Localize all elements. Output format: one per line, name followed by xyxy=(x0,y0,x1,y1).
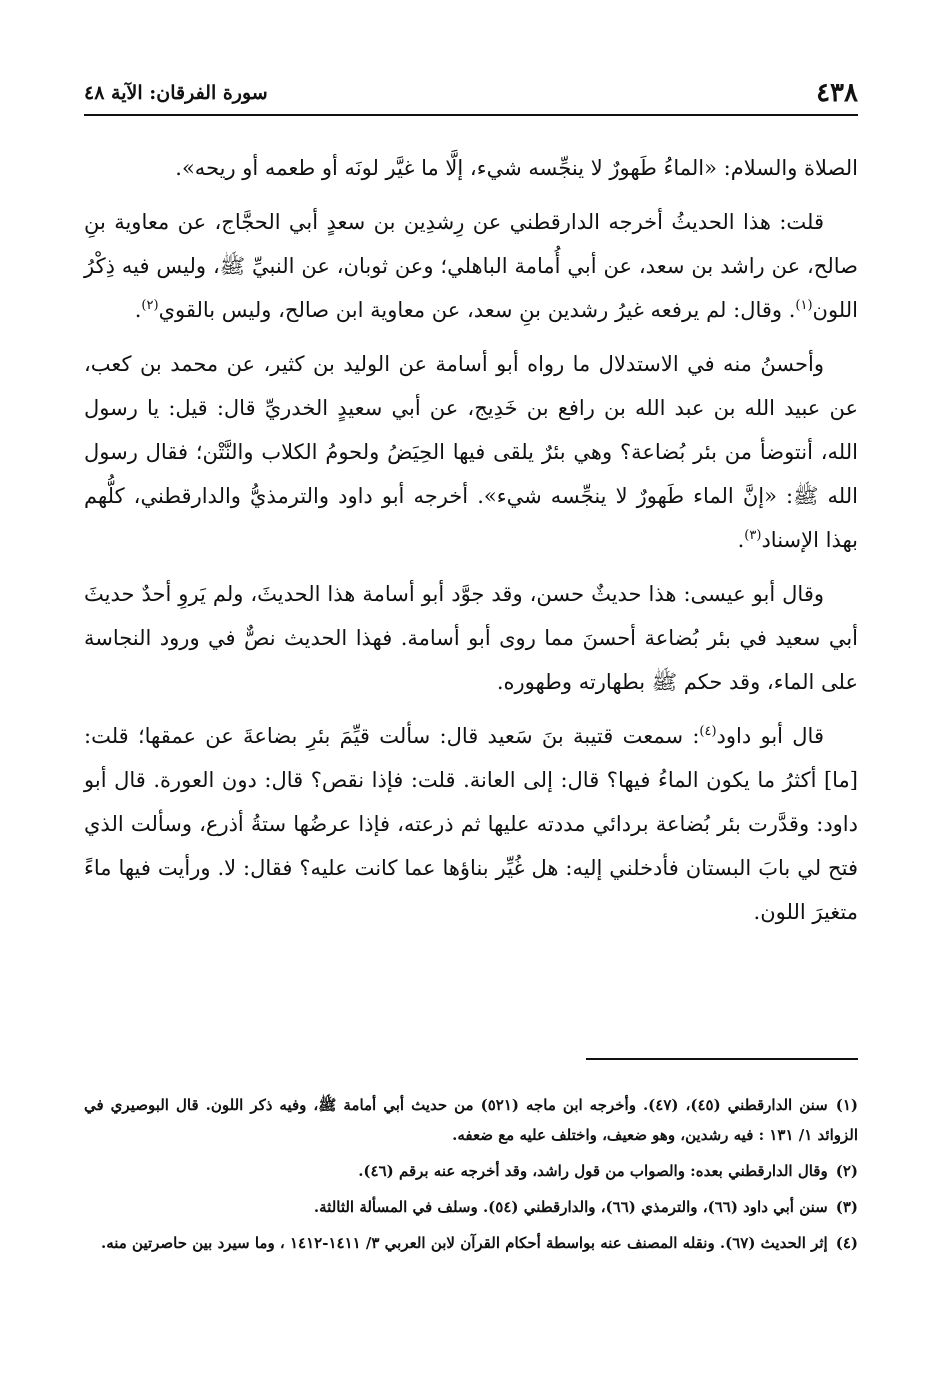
footnote-number: (١) xyxy=(835,1096,859,1114)
footnote-ref-1: (١) xyxy=(795,298,813,313)
footnote-number: (٣) xyxy=(835,1198,858,1216)
footnotes xyxy=(84,1090,858,1264)
footnote-1 xyxy=(84,1090,858,1150)
running-title: سورة الفرقان: الآية ٤٨ xyxy=(84,82,268,104)
footnote-ref-4: (٤) xyxy=(699,724,717,739)
header-rule xyxy=(84,114,858,116)
main-text xyxy=(84,146,858,944)
paragraph-4: وقال أبو عيسى: هذا حديثٌ حسن، وقد جوَّد أبو أسامة هذا الحديثَ، ولم يَروِ أحدٌ حديثَ أبي سعيد في بئر بُضاعة أحسنَ مما روى أبو أسامة. فهذا الحديث نصٌّ في ورود النجاسة على الماء، وقد حكم ﷺ بطهارته وطهوره. xyxy=(84,582,858,694)
footnote-3 xyxy=(84,1192,858,1222)
paragraph-5: قال أبو داود$^{(٤)}$: سمعت قتيبة بنَ سَعيد قال: سألت قيِّمَ بئرِ بضاعةَ عن عمقها؛ قلت: [ما] أكثرُ ما يكون الماءُ فيها؟ قال: إلى العانة. قلت: فإذا نقص؟ قال: دون العورة. قال أبو داود: وقدَّرت بئر بُضاعة بردائي مددته عليها ثم ذرعته، فإذا عرضُها ستةُ أذرع، وسألت الذي فتح لي بابَ البستان فأدخلني إليه: هل غُيِّر بناؤها عما كانت عليه؟ فقال: لا. ورأيت فيها ماءً متغيرَ اللون. xyxy=(84,724,858,924)
paragraph-1: الصلاة والسلام: «الماءُ طَهورٌ لا ينجِّسه شيء، إلَّا ما غيَّر لونَه أو طعمه أو ريحه». xyxy=(175,156,858,180)
footnote-number: (٤) xyxy=(835,1234,858,1252)
paragraph-2: قلت: هذا الحديثُ أخرجه الدارقطني عن رِشدِين بن سعدٍ أبي الحجَّاج، عن معاوية بنِ صالح، عن راشد بن سعد، عن أبي أُمامة الباهلي؛ وعن ثوبان، عن النبيِّ ﷺ، وليس فيه ذِكْرُ اللون$^{(١)}$. وقال: لم يرفعه غيرُ رشدين بنِ سعد، عن معاوية ابن صالح، وليس بالقوي$^{(٢)}$. xyxy=(84,210,858,322)
page-header xyxy=(84,74,858,108)
footnote-ref-3: (٣) xyxy=(744,528,762,543)
footnote-separator xyxy=(586,1058,858,1060)
page-number: ٤٣٨ xyxy=(816,78,858,108)
footnote-number: (٢) xyxy=(835,1162,858,1180)
footnote-text: إثر الحديث (٦٧). ونقله المصنف عنه بواسطة أحكام القرآن لابن العربي ٣/ ١٤١١-١٤١٢ ، وما سيرد بين حاصرتين منه. xyxy=(100,1234,828,1252)
paragraph-3: وأحسنُ منه في الاستدلال ما رواه أبو أسامة عن الوليد بن كثير، عن محمد بن كعب، عن عبيد الله بن عبد الله بن رافع بن خَدِيج، عن أبي سعيدٍ الخدريِّ قال: قيل: يا رسول الله، أنتوضأ من بئر بُضاعة؟ وهي بئرٌ يلقى فيها الحِيَضُ ولحومُ الكلاب والنَّتْن؛ فقال رسول الله ﷺ: «إنَّ الماء طَهورٌ لا ينجِّسه شيء». أخرجه أبو داود والترمذيُّ والدارقطني، كلُّهم بهذا الإسناد$^{(٣)}$. xyxy=(84,352,858,552)
footnote-text: وقال الدارقطني بعده: والصواب من قول راشد، وقد أخرجه عنه برقم (٤٦). xyxy=(358,1162,828,1180)
footnote-text: سنن الدارقطني (٤٥)، (٤٧). وأخرجه ابن ماجه (٥٢١) من حديث أبي أمامة ﷺ، وفيه ذكر اللون. قال البوصيري في الزوائد ١/ ١٣١ : فيه رشدين، وهو ضعيف، واختلف عليه مع ضعفه. xyxy=(84,1096,858,1144)
footnote-ref-2: (٢) xyxy=(141,298,159,313)
footnote-4 xyxy=(84,1228,858,1258)
footnote-text: سنن أبي داود (٦٦)، والترمذي (٦٦)، والدارقطني (٥٤). وسلف في المسألة الثالثة. xyxy=(313,1198,828,1216)
footnote-2 xyxy=(84,1156,858,1186)
